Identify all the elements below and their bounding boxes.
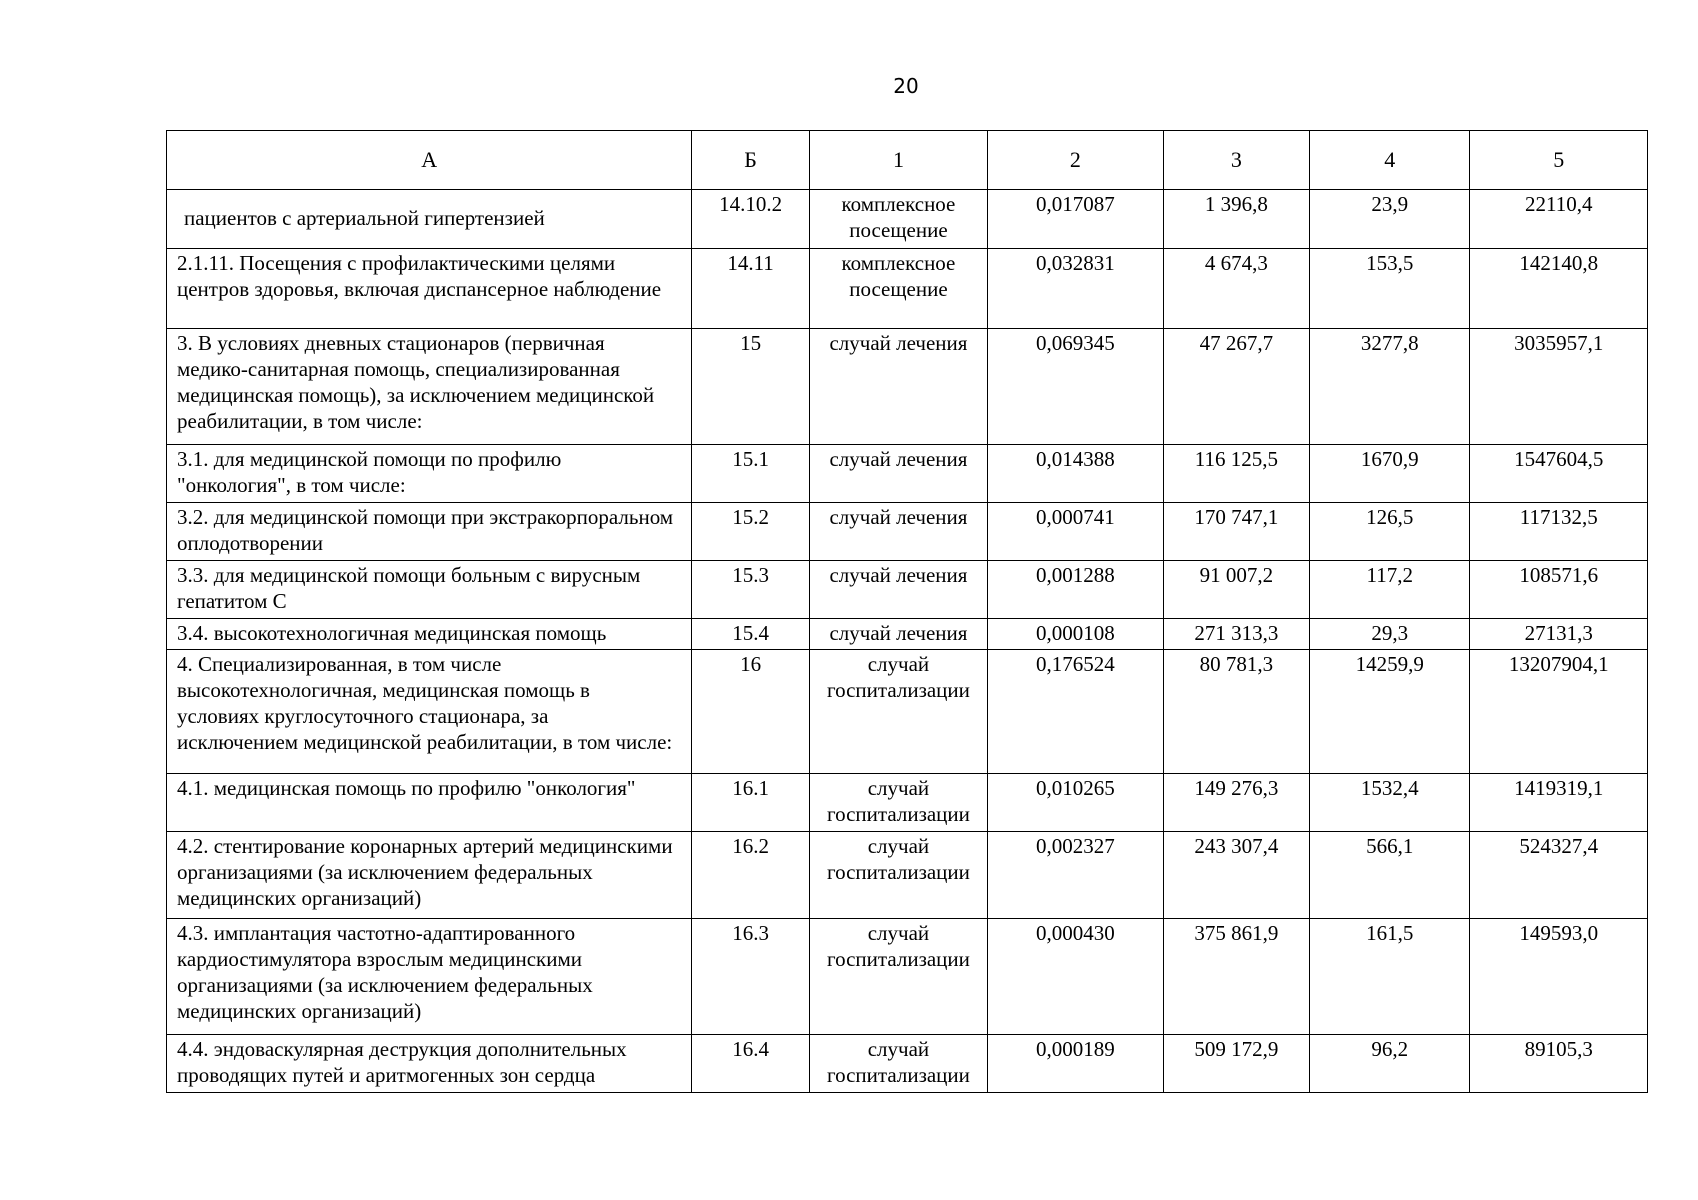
row-value-cell: 3035957,1 [1470,329,1648,445]
row-value-cell: 1532,4 [1310,774,1470,832]
column-header-3: 3 [1163,131,1309,190]
row-value-cell: 0,176524 [988,650,1163,774]
row-value-cell: 1547604,5 [1470,445,1648,503]
table-row [167,919,1648,1035]
row-value-cell: 1419319,1 [1470,774,1648,832]
row-value-cell: 509 172,9 [1163,1035,1309,1093]
row-value-cell: 149 276,3 [1163,774,1309,832]
table-row [167,1035,1648,1093]
row-code-cell: 16.4 [692,1035,809,1093]
row-code-cell: 14.11 [692,249,809,329]
row-value-cell: 117,2 [1310,561,1470,619]
row-name-cell: 3.1. для медицинской помощи по профилю "онкология", в том числе: [167,445,692,503]
column-header-b: Б [692,131,809,190]
row-name-cell: 4.4. эндоваскулярная деструкция дополнительных проводящих путей и аритмогенных зон сердца [167,1035,692,1093]
row-code-cell: 14.10.2 [692,190,809,249]
row-value-cell: 0,014388 [988,445,1163,503]
row-value-cell: 0,001288 [988,561,1163,619]
row-value-cell: 47 267,7 [1163,329,1309,445]
row-name-cell: 3.4. высокотехнологичная медицинская помощь [167,619,692,650]
row-value-cell: 116 125,5 [1163,445,1309,503]
column-header-a: А [167,131,692,190]
row-unit-cell: случай госпитализации [809,919,987,1035]
row-value-cell: 0,017087 [988,190,1163,249]
row-value-cell: 142140,8 [1470,249,1648,329]
row-name-cell: 4.1. медицинская помощь по профилю "онкология" [167,774,692,832]
row-value-cell: 153,5 [1310,249,1470,329]
row-name-cell: 4.3. имплантация частотно-адаптированного кардиостимулятора взрослым медицинскими организациями (за исключением федеральных медицинских организаций) [167,919,692,1035]
row-value-cell: 14259,9 [1310,650,1470,774]
table-row [167,832,1648,919]
column-header-1: 1 [809,131,987,190]
table-header-row [167,131,1648,190]
row-unit-cell: случай лечения [809,445,987,503]
row-unit-cell: случай лечения [809,329,987,445]
row-name-cell: 3. В условиях дневных стационаров (первичная медико-санитарная помощь, специализированная медицинская помощь), за исключением медицинской реабилитации, в том числе: [167,329,692,445]
row-code-cell: 15.3 [692,561,809,619]
row-unit-cell: случай лечения [809,561,987,619]
row-unit-cell: случай госпитализации [809,832,987,919]
row-value-cell: 22110,4 [1470,190,1648,249]
row-value-cell: 161,5 [1310,919,1470,1035]
row-value-cell: 108571,6 [1470,561,1648,619]
row-value-cell: 243 307,4 [1163,832,1309,919]
row-name-text: пациентов с артериальной гипертензией [184,206,545,230]
row-unit-cell: случай госпитализации [809,774,987,832]
row-value-cell: 80 781,3 [1163,650,1309,774]
row-name-cell [167,190,692,249]
row-value-cell: 117132,5 [1470,503,1648,561]
row-value-cell: 4 674,3 [1163,249,1309,329]
row-value-cell: 29,3 [1310,619,1470,650]
row-value-cell: 0,032831 [988,249,1163,329]
row-unit-cell: случай лечения [809,619,987,650]
row-value-cell: 27131,3 [1470,619,1648,650]
row-value-cell: 524327,4 [1470,832,1648,919]
row-value-cell: 91 007,2 [1163,561,1309,619]
page-number: 20 [893,74,919,98]
row-code-cell: 15.2 [692,503,809,561]
row-value-cell: 89105,3 [1470,1035,1648,1093]
row-value-cell: 375 861,9 [1163,919,1309,1035]
table-row [167,561,1648,619]
row-value-cell: 149593,0 [1470,919,1648,1035]
row-unit-cell: случай лечения [809,503,987,561]
row-value-cell: 126,5 [1310,503,1470,561]
table-row [167,329,1648,445]
row-unit-cell: комплексное посещение [809,249,987,329]
row-name-cell: 3.2. для медицинской помощи при экстракорпоральном оплодотворении [167,503,692,561]
table-row [167,619,1648,650]
row-value-cell: 0,010265 [988,774,1163,832]
row-name-cell: 3.3. для медицинской помощи больным с вирусным гепатитом С [167,561,692,619]
column-header-4: 4 [1310,131,1470,190]
row-value-cell: 13207904,1 [1470,650,1648,774]
row-value-cell: 566,1 [1310,832,1470,919]
row-value-cell: 271 313,3 [1163,619,1309,650]
row-value-cell: 170 747,1 [1163,503,1309,561]
row-value-cell: 1 396,8 [1163,190,1309,249]
row-name-cell: 4. Специализированная, в том числе высокотехнологичная, медицинская помощь в условиях круглосуточного стационара, за исключением медицинской реабилитации, в том числе: [167,650,692,774]
row-code-cell: 15.1 [692,445,809,503]
row-unit-cell: комплексное посещение [809,190,987,249]
row-value-cell: 0,000741 [988,503,1163,561]
column-header-2: 2 [988,131,1163,190]
row-unit-cell: случай госпитализации [809,650,987,774]
row-value-cell: 0,000108 [988,619,1163,650]
row-name-cell: 4.2. стентирование коронарных артерий медицинскими организациями (за исключением федеральных медицинских организаций) [167,832,692,919]
row-value-cell: 0,002327 [988,832,1163,919]
row-code-cell: 16.3 [692,919,809,1035]
row-value-cell: 1670,9 [1310,445,1470,503]
row-value-cell: 0,069345 [988,329,1163,445]
row-value-cell: 0,000430 [988,919,1163,1035]
table-row [167,650,1648,774]
row-value-cell: 96,2 [1310,1035,1470,1093]
row-code-cell: 16.1 [692,774,809,832]
row-value-cell: 3277,8 [1310,329,1470,445]
row-code-cell: 15 [692,329,809,445]
row-name-cell: 2.1.11. Посещения с профилактическими целями центров здоровья, включая диспансерное наблюдение [167,249,692,329]
row-value-cell: 23,9 [1310,190,1470,249]
row-code-cell: 16.2 [692,832,809,919]
table-row [167,445,1648,503]
row-code-cell: 15.4 [692,619,809,650]
row-value-cell: 0,000189 [988,1035,1163,1093]
data-table [166,130,1648,1093]
table-row [167,190,1648,249]
column-header-5: 5 [1470,131,1648,190]
row-unit-cell: случай госпитализации [809,1035,987,1093]
table-row [167,503,1648,561]
row-code-cell: 16 [692,650,809,774]
table-row [167,249,1648,329]
table-row [167,774,1648,832]
